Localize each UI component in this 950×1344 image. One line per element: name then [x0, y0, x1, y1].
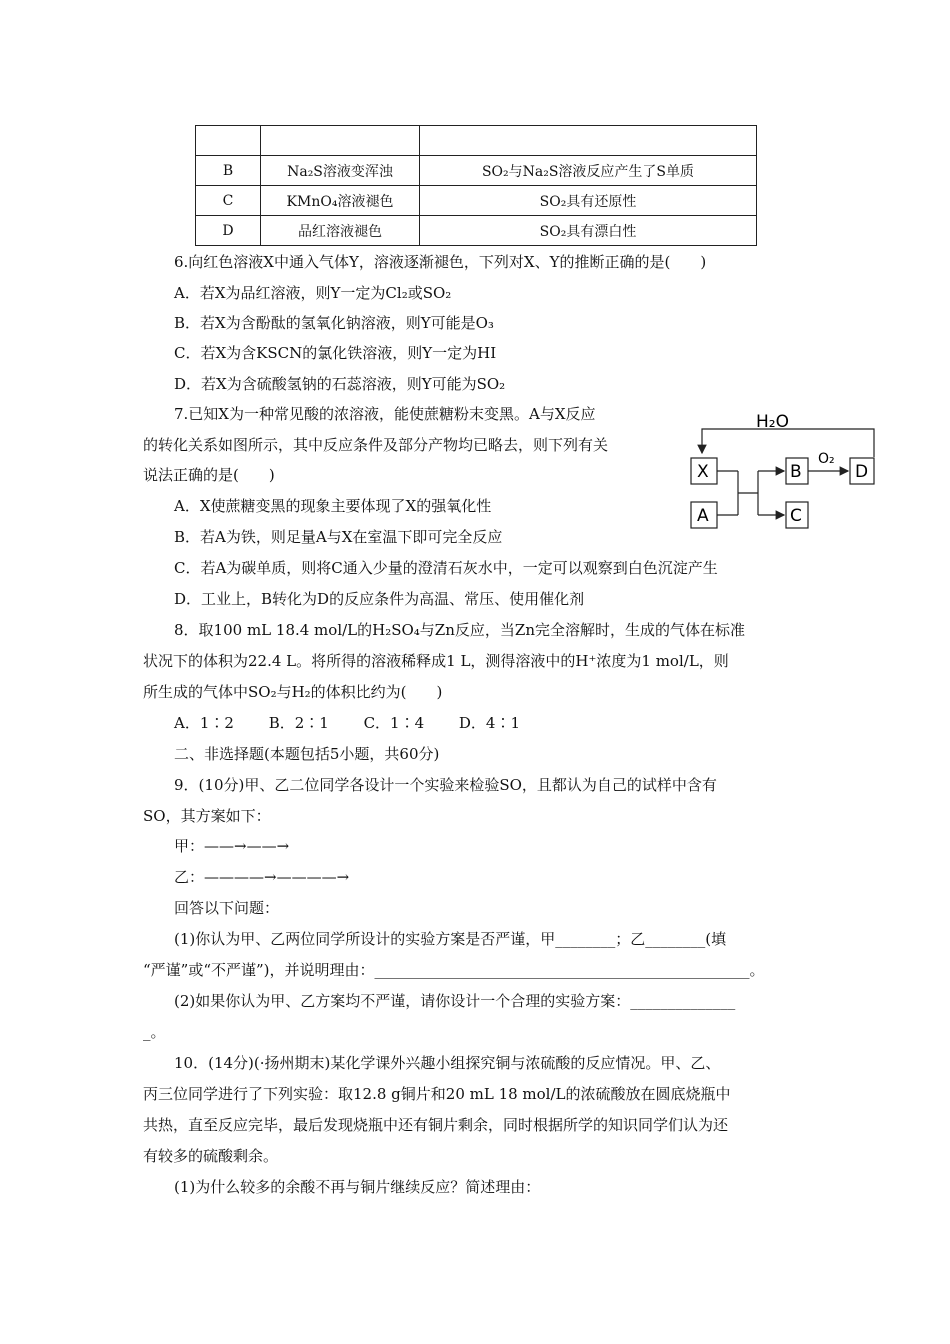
diagram-node-x-label: X — [697, 462, 709, 482]
diagram-h2o-label: H₂O — [756, 412, 789, 432]
question-7-stem-line2: 的转化关系如图所示，其中反应条件及部分产物均已略去，则下列有关 — [143, 436, 609, 454]
question-8-line1: 8．取100 mL 18.4 mol/L的H₂SO₄与Zn反应，当Zn完全溶解时，生成的气体在标准 — [174, 621, 745, 639]
table-cell: B — [196, 156, 261, 186]
table-cell — [196, 126, 261, 156]
question-6-stem: 6.向红色溶液X中通入气体Y，溶液逐渐褪色，下列对X、Y的推断正确的是( ) — [174, 253, 707, 271]
question-7-option-d: D．工业上，B转化为D的反应条件为高温、常压、使用催化剂 — [174, 590, 585, 608]
question-10-line4: 有较多的硫酸剩余。 — [143, 1147, 279, 1165]
question-9-line1: 9．(10分)甲、乙二位同学各设计一个实验来检验SO，且都认为自己的试样中含有 — [174, 776, 717, 794]
table-cell: Na₂S溶液变浑浊 — [261, 156, 420, 186]
diagram-node-a-label: A — [697, 506, 709, 526]
table-cell: SO₂与Na₂S溶液反应产生了S单质 — [420, 156, 757, 186]
section-2-heading: 二、非选择题(本题包括5小题，共60分) — [174, 745, 440, 763]
experiment-table — [195, 125, 757, 246]
diagram-node-b-label: B — [790, 462, 802, 482]
question-10-line1: 10．(14分)(·扬州期末)某化学课外兴趣小组探究铜与浓硫酸的反应情况。甲、乙、 — [174, 1054, 721, 1072]
question-9-part2-line1: (2)如果你认为甲、乙方案均不严谨，请你设计一个合理的实验方案：______________ — [174, 992, 736, 1010]
question-6-option-c: C．若X为含KSCN的氯化铁溶液，则Y一定为HI — [174, 344, 497, 362]
diagram-o2-label: O₂ — [818, 451, 835, 467]
table-cell: SO₂具有还原性 — [420, 186, 757, 216]
question-9-line2: SO，其方案如下： — [143, 807, 271, 825]
table-cell: C — [196, 186, 261, 216]
question-7-option-b: B．若A为铁，则足量A与X在室温下即可完全反应 — [174, 528, 503, 546]
question-7-option-c: C．若A为碳单质，则将C通入少量的澄清石灰水中，一定可以观察到白色沉淀产生 — [174, 559, 718, 577]
question-9-plan-jia: 甲：——→——→ — [174, 837, 290, 855]
question-7-stem-line1: 7.已知X为一种常见酸的浓溶液，能使蔗糖粉末变黑。A与X反应 — [174, 405, 596, 423]
table-row — [196, 216, 757, 246]
question-8-options: A．1∶2 B．2∶1 C．1∶4 D．4∶1 — [174, 714, 521, 732]
question-10-line3: 共热，直至反应完毕，最后发现烧瓶中还有铜片剩余，同时根据所学的知识同学们认为还 — [143, 1116, 729, 1134]
table-cell: D — [196, 216, 261, 246]
conversion-diagram — [686, 407, 886, 537]
question-9-part1-line1: (1)你认为甲、乙两位同学所设计的实验方案是否严谨，甲________；乙________(填 — [174, 930, 727, 948]
question-9-part1-line2: “严谨”或“不严谨”)，并说明理由：__________________________________________________。 — [143, 961, 765, 979]
question-8-line3: 所生成的气体中SO₂与H₂的体积比约为( ) — [143, 683, 443, 701]
table-row — [196, 156, 757, 186]
table-row — [196, 186, 757, 216]
table-cell: 品红溶液褪色 — [261, 216, 420, 246]
question-9-plan-yi: 乙：————→————→ — [174, 868, 350, 886]
table-cell — [420, 126, 757, 156]
question-10-line2: 丙三位同学进行了下列实验：取12.8 g铜片和20 mL 18 mol/L的浓硫酸放在圆底烧瓶中 — [143, 1085, 731, 1103]
question-7-stem-line3: 说法正确的是( ) — [143, 466, 275, 484]
question-10-part1: (1)为什么较多的余酸不再与铜片继续反应？简述理由： — [174, 1178, 541, 1196]
question-6-option-b: B．若X为含酚酞的氢氧化钠溶液，则Y可能是O₃ — [174, 314, 494, 332]
table-cell — [261, 126, 420, 156]
question-8-line2: 状况下的体积为22.4 L。将所得的溶液稀释成1 L，测得溶液中的H⁺浓度为1 mol/L，则 — [143, 652, 729, 670]
table-cell: KMnO₄溶液褪色 — [261, 186, 420, 216]
question-7-option-a: A．X使蔗糖变黑的现象主要体现了X的强氧化性 — [174, 497, 492, 515]
question-6-option-d: D．若X为含硫酸氢钠的石蕊溶液，则Y可能为SO₂ — [174, 375, 506, 393]
diagram-node-c-label: C — [790, 506, 802, 526]
table-cell: SO₂具有漂白性 — [420, 216, 757, 246]
diagram-h2o-arrow — [702, 429, 874, 457]
table-row — [196, 126, 757, 156]
question-9-part2-line2: _。 — [143, 1023, 166, 1041]
diagram-node-d-label: D — [855, 462, 869, 482]
question-9-answer-prompt: 回答以下问题： — [174, 899, 280, 917]
question-6-option-a: A．若X为品红溶液，则Y一定为Cl₂或SO₂ — [174, 284, 452, 302]
